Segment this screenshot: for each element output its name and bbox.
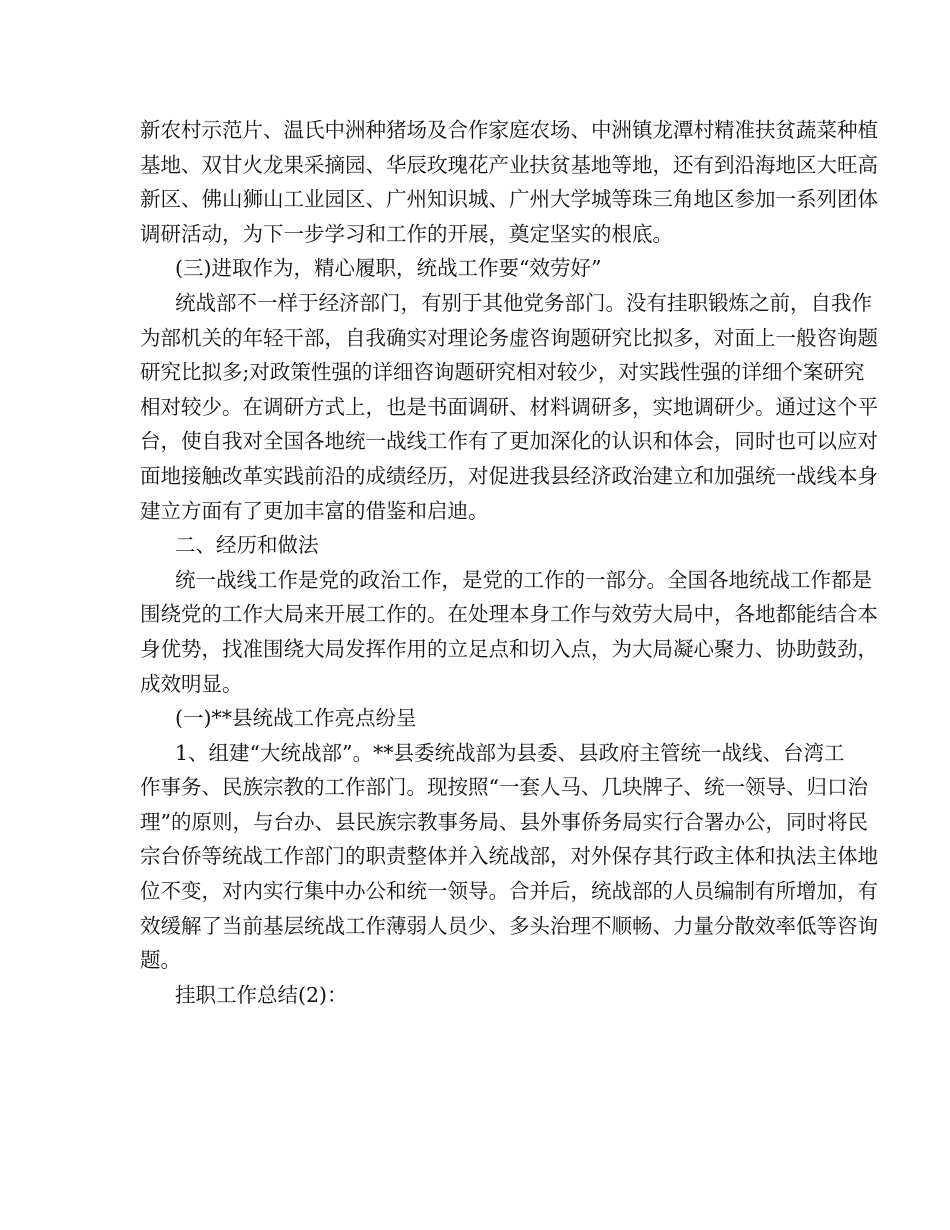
paragraph-first-line: 挂职工作总结(2)： bbox=[175, 982, 348, 1007]
text-line: 身优势，找准围绕大局发挥作用的立足点和切入点，为大局凝心聚力、协助鼓劲， bbox=[140, 636, 878, 661]
paragraph-first-line: 统一战线工作是党的政治工作，是党的工作的一部分。全国各地统战工作都是 bbox=[175, 567, 872, 592]
text-line: 研究比拟多;对政策性强的详细咨询题研究相对较少，对实践性强的详细个案研究 bbox=[140, 360, 865, 385]
text-line: 题。 bbox=[140, 948, 181, 973]
paragraph-first-line: 1、组建“大统战部”。**县委统战部为县委、县政府主管统一战线、台湾工 bbox=[175, 740, 845, 765]
text-line: 围绕党的工作大局来开展工作的。在处理本身工作与效劳大局中，各地都能结合本 bbox=[140, 602, 878, 627]
text-line: 宗台侨等统战工作部门的职责整体并入统战部，对外保存其行政主体和执法主体地 bbox=[140, 844, 878, 869]
text-line: 新农村示范片、温氏中洲种猪场及合作家庭农场、中洲镇龙潭村精准扶贫蔬菜种植 bbox=[140, 118, 878, 142]
text-line: 为部机关的年轻干部，自我确实对理论务虚咨询题研究比拟多，对面上一般咨询题 bbox=[140, 325, 878, 350]
paragraph-first-line: 二、经历和做法 bbox=[175, 533, 319, 558]
text-line: 效缓解了当前基层统战工作薄弱人员少、多头治理不顺畅、力量分散效率低等咨询 bbox=[140, 913, 878, 938]
text-line: 新区、佛山狮山工业园区、广州知识城、广州大学城等珠三角地区参加一系列团体 bbox=[140, 187, 878, 212]
text-line: 成效明显。 bbox=[140, 671, 243, 696]
paragraph-first-line: (一)**县统战工作亮点纷呈 bbox=[175, 706, 417, 731]
text-line: 建立方面有了更加丰富的借鉴和启迪。 bbox=[140, 498, 489, 523]
text-line: 基地、双甘火龙果采摘园、华辰玫瑰花产业扶贫基地等地，还有到沿海地区大旺高 bbox=[140, 152, 878, 177]
text-line: 面地接触改革实践前沿的成绩经历，对促进我县经济政治建立和加强统一战线本身 bbox=[140, 463, 878, 488]
paragraph-first-line: (三)进取作为，精心履职，统战工作要“效劳好” bbox=[175, 256, 602, 281]
document-body bbox=[140, 113, 878, 1012]
text-line: 调研活动，为下一步学习和工作的开展，奠定坚实的根底。 bbox=[140, 221, 673, 246]
paragraph-first-line: 统战部不一样于经济部门，有别于其他党务部门。没有挂职锻炼之前，自我作 bbox=[175, 290, 872, 315]
text-line: 相对较少。在调研方式上，也是书面调研、材料调研多，实地调研少。通过这个平 bbox=[140, 394, 878, 419]
text-line: 台，使自我对全国各地统一战线工作有了更加深化的认识和体会，同时也可以应对 bbox=[140, 429, 878, 454]
text-line: 位不变，对内实行集中办公和统一领导。合并后，统战部的人员编制有所增加，有 bbox=[140, 879, 878, 904]
text-line: 理”的原则，与台办、县民族宗教事务局、县外事侨务局实行合署办公，同时将民 bbox=[140, 809, 868, 834]
text-line: 作事务、民族宗教的工作部门。现按照“一套人马、几块牌子、统一领导、归口治 bbox=[140, 775, 868, 800]
